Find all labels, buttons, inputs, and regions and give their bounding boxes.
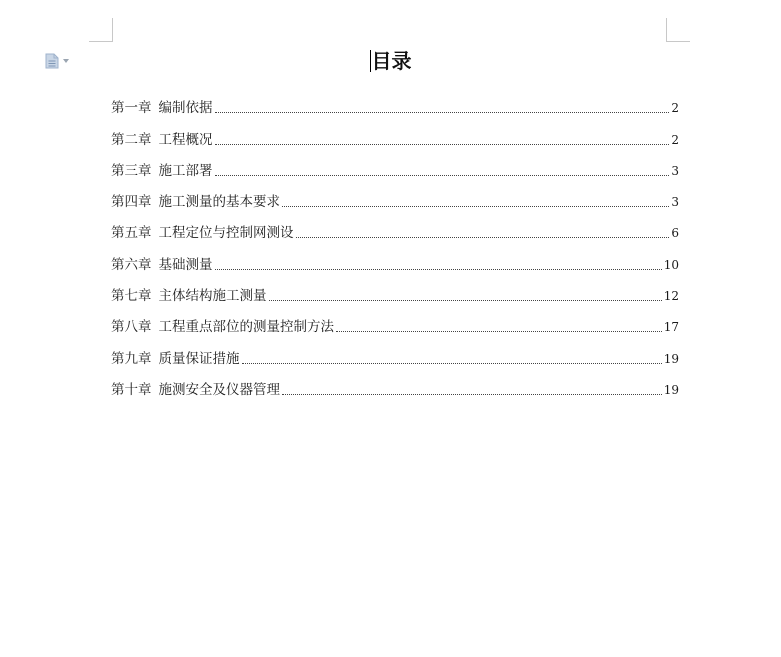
toc-chapter-name: 施测安全及仪器管理 bbox=[158, 381, 280, 398]
toc-entry[interactable] bbox=[111, 243, 679, 274]
toc-title-text: 目录 bbox=[371, 49, 412, 73]
toc-page-number: 6 bbox=[671, 226, 679, 241]
toc-chapter-label: 第九章 bbox=[111, 350, 152, 367]
crop-mark-top-left bbox=[112, 18, 113, 42]
crop-mark-top-right bbox=[666, 18, 667, 42]
toc-entry[interactable] bbox=[111, 306, 679, 337]
toc-page-number: 12 bbox=[663, 289, 679, 304]
toc-dot-leader bbox=[282, 394, 662, 395]
toc-entry[interactable] bbox=[111, 337, 679, 368]
toc-dot-leader bbox=[282, 206, 669, 207]
toc-chapter-label: 第三章 bbox=[111, 162, 152, 179]
toc-chapter-name: 工程概况 bbox=[158, 131, 213, 148]
toc-dot-leader bbox=[269, 300, 662, 301]
toc-dot-leader bbox=[336, 331, 662, 332]
toc-entry[interactable] bbox=[111, 118, 679, 149]
toc-page-number: 3 bbox=[671, 163, 679, 178]
toc-dot-leader bbox=[215, 175, 670, 176]
toc-dot-leader bbox=[215, 269, 662, 270]
toc-chapter-label: 第十章 bbox=[111, 381, 152, 398]
toc-dot-leader bbox=[215, 144, 670, 145]
text-cursor bbox=[370, 50, 371, 72]
toc-chapter-label: 第八章 bbox=[111, 319, 152, 336]
toc-page-number: 2 bbox=[671, 101, 679, 116]
toc-dot-leader bbox=[215, 112, 670, 113]
toc-chapter-label: 第四章 bbox=[111, 194, 152, 211]
toc-chapter-name: 主体结构施工测量 bbox=[158, 288, 267, 305]
table-of-contents bbox=[111, 87, 679, 400]
toc-page-number: 2 bbox=[671, 132, 679, 147]
toc-chapter-label: 第六章 bbox=[111, 256, 152, 273]
toc-entry[interactable] bbox=[111, 212, 679, 243]
crop-mark-top-right bbox=[666, 41, 690, 42]
toc-entry[interactable] bbox=[111, 369, 679, 400]
toc-entry[interactable] bbox=[111, 150, 679, 181]
toc-page-number: 3 bbox=[671, 195, 679, 210]
toc-page-number: 10 bbox=[663, 257, 679, 272]
toc-chapter-name: 基础测量 bbox=[158, 256, 213, 273]
toc-entry[interactable] bbox=[111, 275, 679, 306]
crop-mark-top-left bbox=[89, 41, 113, 42]
toc-chapter-label: 第二章 bbox=[111, 131, 152, 148]
toc-entry[interactable] bbox=[111, 181, 679, 212]
toc-chapter-name: 质量保证措施 bbox=[158, 350, 240, 367]
toc-dot-leader bbox=[242, 363, 662, 364]
toc-chapter-name: 工程定位与控制网测设 bbox=[158, 225, 294, 242]
toc-chapter-name: 工程重点部位的测量控制方法 bbox=[158, 319, 334, 336]
toc-chapter-name: 施工部署 bbox=[158, 162, 213, 179]
toc-chapter-name: 编制依据 bbox=[158, 100, 213, 117]
toc-page-number: 19 bbox=[663, 351, 679, 366]
toc-entry[interactable] bbox=[111, 87, 679, 118]
toc-chapter-name: 施工测量的基本要求 bbox=[158, 194, 280, 211]
toc-chapter-label: 第五章 bbox=[111, 225, 152, 242]
toc-chapter-label: 第一章 bbox=[111, 100, 152, 117]
toc-page-number: 17 bbox=[663, 320, 679, 335]
toc-page-number: 19 bbox=[663, 382, 679, 397]
toc-chapter-label: 第七章 bbox=[111, 288, 152, 305]
toc-title bbox=[0, 47, 781, 75]
toc-dot-leader bbox=[296, 237, 670, 238]
